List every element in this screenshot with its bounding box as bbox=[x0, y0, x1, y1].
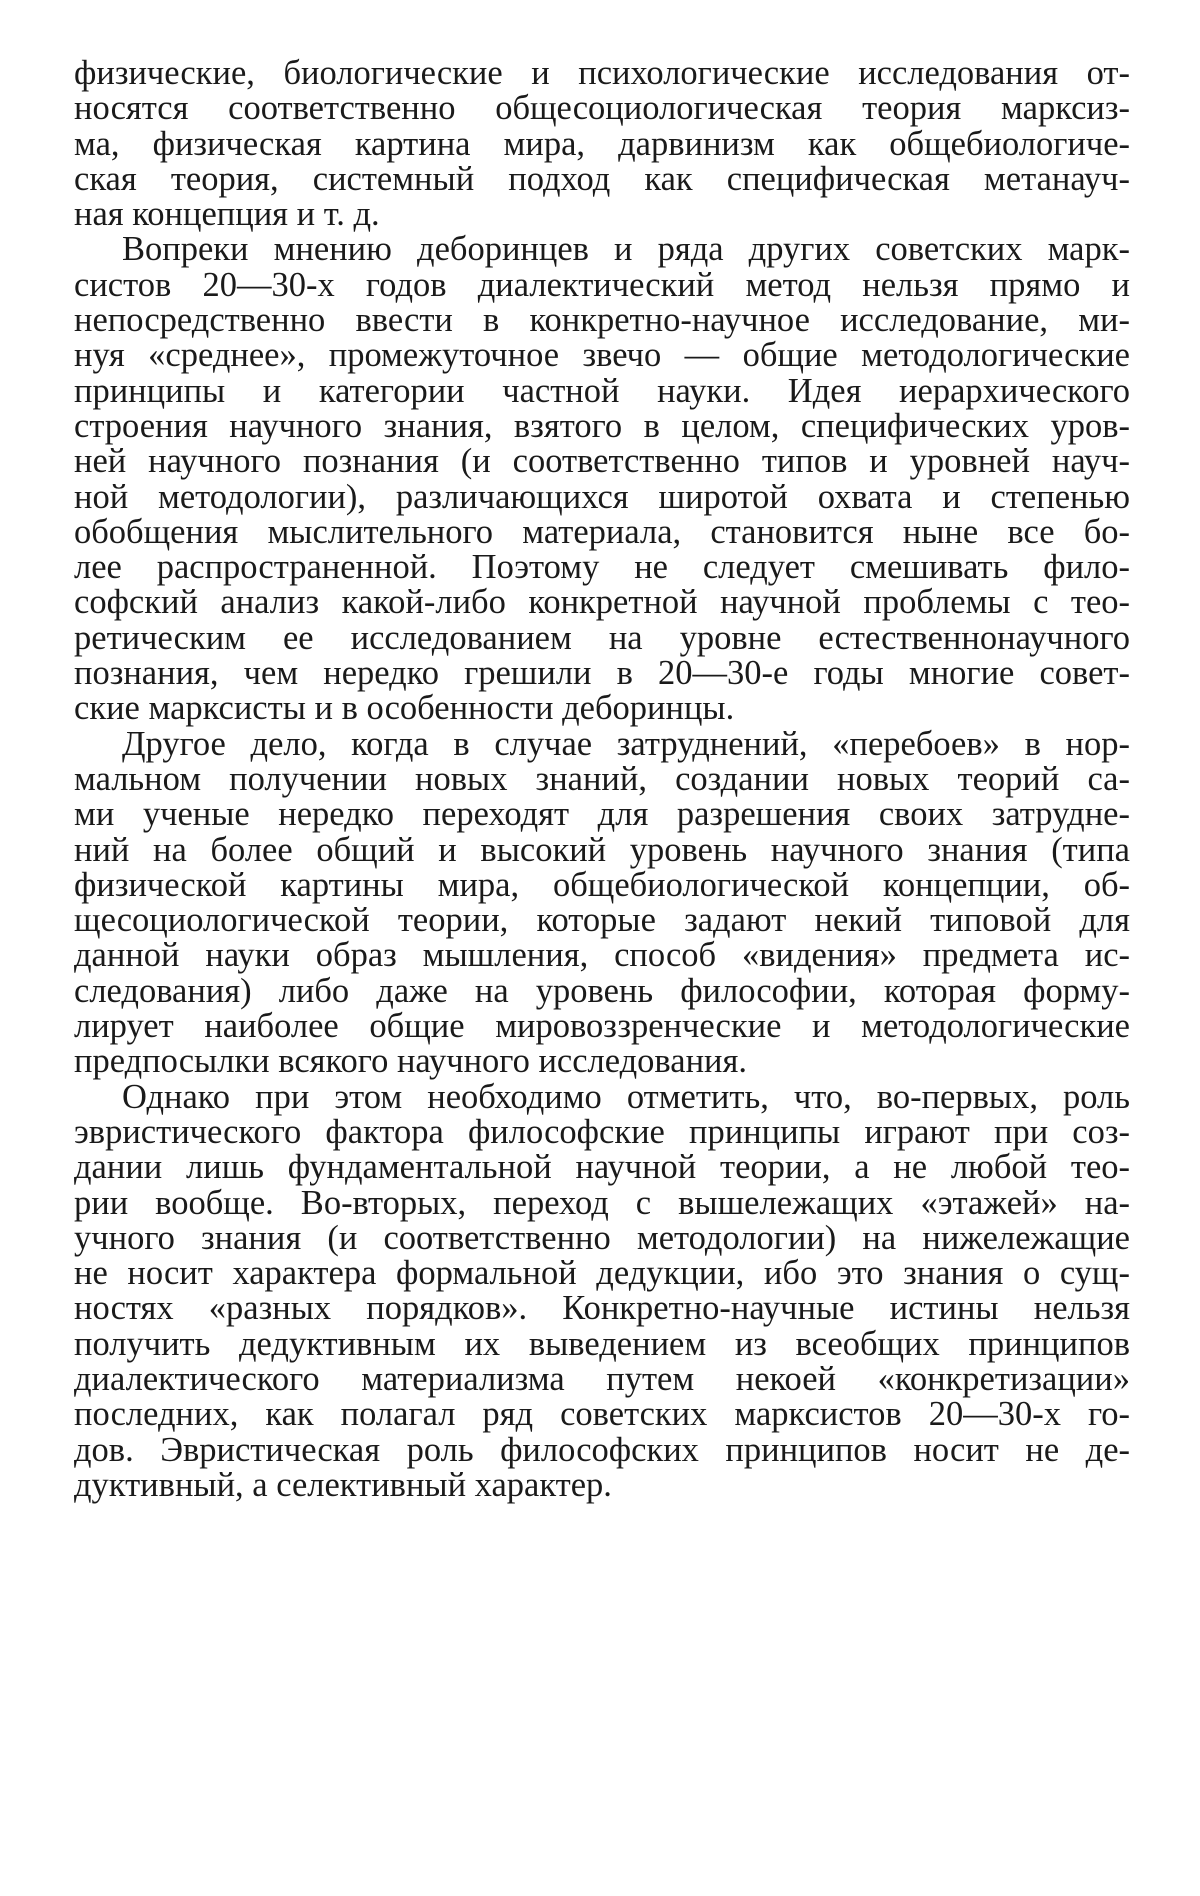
text-line: рии вообще. Во-вторых, переход с вышележащих «этажей» на- bbox=[74, 1183, 1130, 1222]
paragraph-1 bbox=[74, 56, 1130, 232]
text-line: познания, чем нередко грешили в 20—30-е годы многие совет- bbox=[74, 654, 1130, 693]
text-line: щесоциологической теории, которые задают некий типовой для bbox=[74, 901, 1130, 940]
text-line: обобщения мыслительного материала, становится ныне все бо- bbox=[74, 512, 1130, 551]
text-line: дании лишь фундаментальной научной теории, а не любой тео- bbox=[74, 1148, 1130, 1187]
text-line: лее распространенной. Поэтому не следует смешивать фило- bbox=[74, 548, 1130, 587]
text-line: ская теория, системный подход как специфическая метанауч- bbox=[74, 159, 1130, 198]
text-line: Другое дело, когда в случае затруднений, «перебоев» в нор- bbox=[122, 724, 1130, 763]
text-line: следования) либо даже на уровень философии, которая форму- bbox=[74, 971, 1130, 1010]
paragraph-2 bbox=[74, 232, 1130, 726]
text-line: мальном получении новых знаний, создании новых теорий са- bbox=[74, 759, 1130, 798]
text-line: носятся соответственно общесоциологическая теория марксиз- bbox=[74, 89, 1130, 128]
text-line: ма, физическая картина мира, дарвинизм как общебиологиче- bbox=[74, 124, 1130, 163]
text-line: софский анализ какой-либо конкретной научной проблемы с тео- bbox=[74, 583, 1130, 622]
text-line: принципы и категории частной науки. Идея иерархического bbox=[74, 371, 1130, 410]
text-line: не носит характера формальной дедукции, ибо это знания о сущ- bbox=[74, 1254, 1130, 1293]
paragraph-3 bbox=[74, 724, 1130, 1081]
text-line: последних, как полагал ряд советских марксистов 20—30-х го- bbox=[74, 1395, 1130, 1434]
text-line: ная концепция и т. д. bbox=[74, 195, 380, 234]
text-line: ностях «разных порядков». Конкретно-научные истины нельзя bbox=[74, 1289, 1130, 1328]
text-line: предпосылки всякого научного исследования. bbox=[74, 1042, 747, 1081]
text-line: ний на более общий и высокий уровень научного знания (типа bbox=[74, 830, 1130, 869]
text-line: ми ученые нередко переходят для разрешения своих затрудне- bbox=[74, 795, 1130, 834]
text-line: Однако при этом необходимо отметить, что, во-первых, роль bbox=[122, 1077, 1130, 1116]
text-line: физические, биологические и психологические исследования от- bbox=[74, 54, 1130, 92]
text-line: эвристического фактора философские принципы играют при соз- bbox=[74, 1112, 1130, 1151]
paragraph-4 bbox=[74, 1077, 1130, 1504]
text-line: лирует наиболее общие мировоззренческие и методологические bbox=[74, 1007, 1130, 1046]
text-line: непосредственно ввести в конкретно-научное исследование, ми- bbox=[74, 301, 1130, 340]
text-line: систов 20—30-х годов диалектический метод нельзя прямо и bbox=[74, 265, 1130, 304]
text-line: нуя «среднее», промежуточное звечо — общие методологические bbox=[74, 336, 1130, 375]
text-line: физической картины мира, общебиологической концепции, об- bbox=[74, 865, 1130, 904]
text-line: Вопреки мнению деборинцев и ряда других советских марк- bbox=[122, 230, 1130, 269]
text-line: дов. Эвристическая роль философских принципов носит не де- bbox=[74, 1430, 1130, 1469]
text-line: получить дедуктивным их выведением из всеобщих принципов bbox=[74, 1324, 1130, 1363]
text-line: данной науки образ мышления, способ «видения» предмета ис- bbox=[74, 936, 1130, 975]
text-line: дуктивный, а селективный характер. bbox=[74, 1465, 612, 1504]
text-line: ной методологии), различающихся широтой охвата и степенью bbox=[74, 477, 1130, 516]
text-line: ней научного познания (и соответственно типов и уровней науч- bbox=[74, 442, 1130, 481]
text-line: ретическим ее исследованием на уровне естественнонаучного bbox=[74, 618, 1130, 657]
text-line: учного знания (и соответственно методологии) на нижележащие bbox=[74, 1218, 1130, 1257]
text-line: ские марксисты и в особенности деборинцы. bbox=[74, 689, 735, 728]
text-line: диалектического материализма путем некоей «конкретизации» bbox=[74, 1359, 1130, 1398]
document-page bbox=[74, 56, 1130, 1503]
text-line: строения научного знания, взятого в целом, специфических уров- bbox=[74, 406, 1130, 445]
